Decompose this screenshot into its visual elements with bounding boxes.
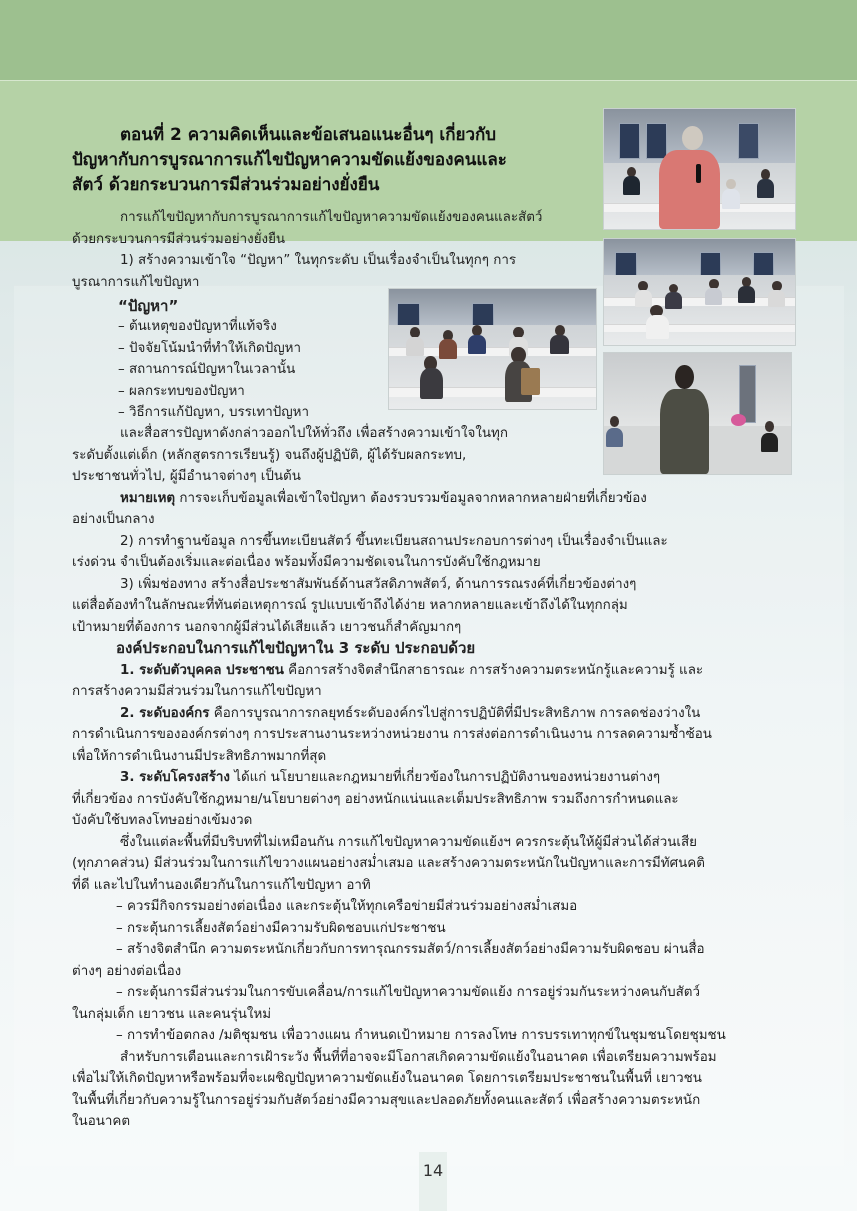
body-line: ในอนาคต xyxy=(72,1114,131,1129)
body-line: (ทุกภาคส่วน) มีส่วนร่วมในการแก้ไขวางแผนอย่างสม่ำเสมอ และสร้างความตระหนักในปัญหาและการมีทัศนคติ xyxy=(72,856,705,871)
list-item: – สถานการณ์ปัญหาในเวลานั้น xyxy=(118,362,296,377)
body-line: อย่างเป็นกลาง xyxy=(72,512,155,527)
photo-audience-book xyxy=(388,288,597,410)
list-item: – ควรมีกิจกรรมอย่างต่อเนื่อง และกระตุ้นให้ทุกเครือข่ายมีส่วนร่วมอย่างสม่ำเสมอ xyxy=(116,899,578,914)
body-line: เร่งด่วน จำเป็นต้องเริ่มและต่อเนื่อง พร้อมทั้งมีความชัดเจนในการบังคับใช้กฎหมาย xyxy=(72,555,541,570)
item-1-paragraph: 1) สร้างความเข้าใจ “ปัญหา” ในทุกระดับ เป็นเรื่องจำเป็นในทุกๆ การ บูรณาการแก้ไขปัญหา xyxy=(72,253,517,290)
body-line: 3) เพิ่มช่องทาง สร้างสื่อประชาสัมพันธ์ด้านสวัสดิภาพสัตว์, ด้านการรณรงค์ที่เกี่ยวข้องต่างๆ xyxy=(120,576,637,592)
body-line: เพื่อให้การดำเนินงานมีประสิทธิภาพมากที่สุด xyxy=(72,748,327,764)
body-line: ต่างๆ อย่างต่อเนื่อง xyxy=(72,963,182,979)
body-line: ประชาชนทั่วไป, ผู้มีอำนาจต่างๆ เป็นต้น xyxy=(72,469,301,484)
list-item: – สร้างจิตสำนึก ความตระหนักเกี่ยวกับการทารุณกรรมสัตว์/การเลี้ยงสัตว์อย่างมีความรับผิดชอบ ผ่านสื่อ xyxy=(116,942,705,957)
body-line: และสื่อสารปัญหาดังกล่าวออกไปให้ทั่วถึง เพื่อสร้างความเข้าใจในทุก xyxy=(120,426,508,441)
problem-title: “ปัญหา” xyxy=(118,297,179,315)
section-heading: ตอนที่ 2 ความคิดเห็นและข้อเสนอแนะอื่นๆ เกี่ยวกับ ปัญหากับการบูรณาการแก้ไขปัญหาความขัดแย้งของคนและ สัตว์ ด้วยกระบวนการมีส่วนร่วมอย่างยั่งยืน xyxy=(72,125,507,195)
body-line: ที่เกี่ยวข้อง การบังคับใช้กฎหมาย/นโยบายต่างๆ อย่างหนักแน่นและเต็มประสิทธิภาพ รวมถึงการกำหนดและ xyxy=(72,791,679,807)
list-item: – วิธีการแก้ปัญหา, บรรเทาปัญหา xyxy=(118,405,310,420)
body-line: ซึ่งในแต่ละพื้นที่มีบริบทที่ไม่เหมือนกัน การแก้ไขปัญหาความขัดแย้งฯ ควรกระตุ้นให้ผู้มีส่วนได้ส่วนเสีย xyxy=(120,834,697,850)
body-line: บังคับใช้บทลงโทษอย่างเข้มงวด xyxy=(72,813,253,828)
photo-audience-tables xyxy=(603,238,796,346)
body-line: ระดับตั้งแต่เด็ก (หลักสูตรการเรียนรู้) จนถึงผู้ปฏิบัติ, ผู้ได้รับผลกระทบ, xyxy=(72,447,467,463)
body-line: ในกลุ่มเด็ก เยาวชน และคนรุ่นใหม่ xyxy=(72,1006,272,1022)
photo-speaker-microphone xyxy=(603,108,796,230)
list-item: – ผลกระทบของปัญหา xyxy=(118,383,245,399)
problem-bullet-list xyxy=(118,316,309,424)
level-2-line: 2. ระดับองค์กร คือการบูรณาการกลยุทธ์ระดับองค์กรไปสู่การปฏิบัติที่มีประสิทธิภาพ การลดช่องว่างใน xyxy=(120,705,701,721)
body-line: เพื่อไม่ให้เกิดปัญหาหรือพร้อมที่จะเผชิญปัญหาความขัดแย้งในอนาคต โดยการเตรียมประชาชนในพื้นที่ เยาวชน xyxy=(72,1071,702,1086)
body-line: การดำเนินการขององค์กรต่างๆ การประสานงานระหว่างหน่วยงาน การส่งต่อการดำเนินงาน การลดความซ้ำซ้อน xyxy=(72,727,712,742)
body-line: แต่สื่อต้องทำในลักษณะที่ทันต่อเหตุการณ์ รูปแบบเข้าถึงได้ง่าย หลากหลายและเข้าถึงได้ในทุกกลุ่ม xyxy=(72,598,628,613)
level-3-line: 3. ระดับโครงสร้าง ได้แก่ นโยบายและกฎหมายที่เกี่ยวข้องในการปฏิบัติงานของหน่วยงานต่างๆ xyxy=(120,770,661,785)
body-text xyxy=(72,423,787,1133)
body-line: ที่ดี และไปในทำนองเดียวกันในการแก้ไขปัญหา อาทิ xyxy=(72,877,371,893)
body-line: 2) การทำฐานข้อมูล การขึ้นทะเบียนสัตว์ ขึ้นทะเบียนสถานประกอบการต่างๆ เป็นเรื่องจำเป็นและ xyxy=(120,533,668,549)
page-number: 14 xyxy=(419,1152,447,1211)
level-1-line: 1. ระดับตัวบุคคล ประชาชน คือการสร้างจิตสำนึกสาธารณะ การสร้างความตระหนักรู้และความรู้ และ xyxy=(120,662,704,678)
list-item: – ต้นเหตุของปัญหาที่แท้จริง xyxy=(118,319,277,334)
list-item: – กระตุ้นการมีส่วนร่วมในการขับเคลื่อน/การแก้ไขปัญหาความขัดแย้ง การอยู่ร่วมกันระหว่างคนกับสัตว์ xyxy=(116,985,700,1000)
body-line: สำหรับการเตือนและการเฝ้าระวัง พื้นที่ที่อาจจะมีโอกาสเกิดความขัดแย้งในอนาคต เพื่อเตรียมความพร้อม xyxy=(120,1049,717,1065)
components-title: องค์ประกอบในการแก้ไขปัญหาใน 3 ระดับ ประกอบด้วย xyxy=(116,639,476,657)
header-band xyxy=(0,0,857,80)
intro-paragraph: การแก้ไขปัญหากับการบูรณาการแก้ไขปัญหาความขัดแย้งของคนและสัตว์ ด้วยกระบวนการมีส่วนร่วมอย่างยั่งยืน xyxy=(72,210,543,247)
body-line: เป้าหมายที่ต้องการ นอกจากผู้มีส่วนได้เสียแล้ว เยาวชนก็สำคัญมากๆ xyxy=(72,619,462,635)
body-line: ในพื้นที่เกี่ยวกับความรู้ในการอยู่ร่วมกับสัตว์อย่างมีความสุขและปลอดภัยทั้งคนและสัตว์ เพื่อสร้างความตระหนัก xyxy=(72,1092,701,1108)
note-line: หมายเหตุ การจะเก็บข้อมูลเพื่อเข้าใจปัญหา ต้องรวบรวมข้อมูลจากหลากหลายฝ่ายที่เกี่ยวข้อง xyxy=(120,490,647,506)
list-item: – การทำข้อตกลง /มติชุมชน เพื่อวางแผน กำหนดเป้าหมาย การลงโทษ การบรรเทาทุกข์ในชุมชนโดยชุมชน xyxy=(116,1028,726,1043)
body-line: การสร้างความมีส่วนร่วมในการแก้ไขปัญหา xyxy=(72,684,322,699)
list-item: – กระตุ้นการเลี้ยงสัตว์อย่างมีความรับผิดชอบแก่ประชาชน xyxy=(116,920,446,936)
note-label: หมายเหตุ xyxy=(120,490,176,506)
list-item: – ปัจจัยโน้มนำที่ทำให้เกิดปัญหา xyxy=(118,340,302,356)
